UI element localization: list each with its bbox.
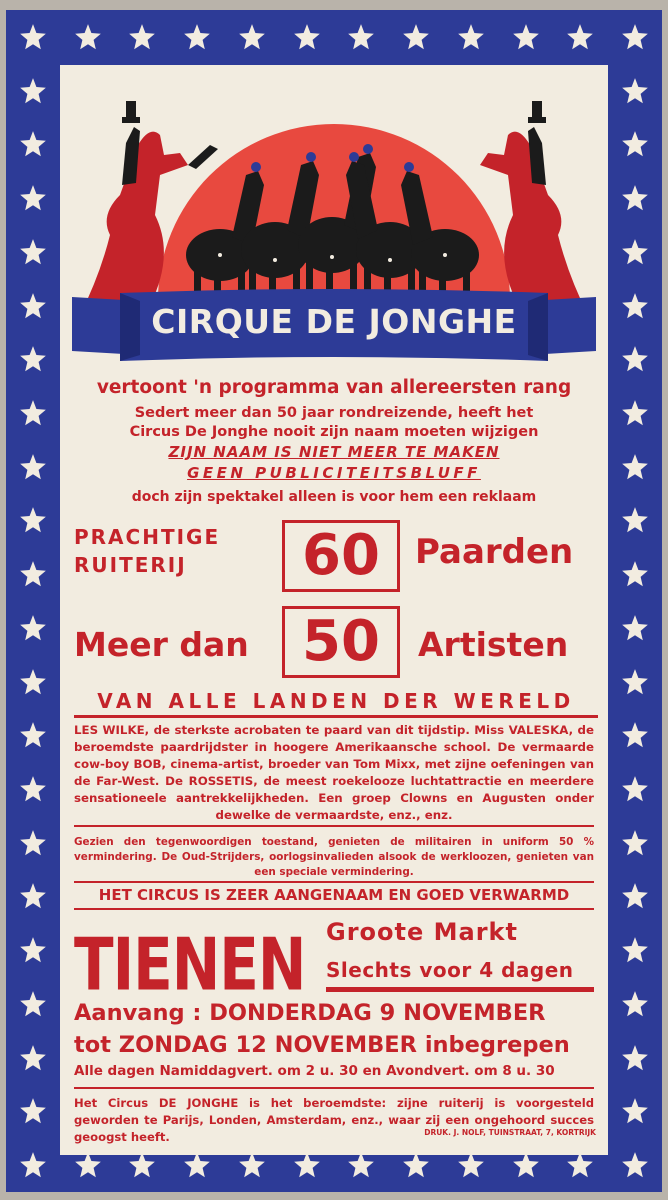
star-icon <box>19 292 47 320</box>
divider-2 <box>74 881 594 883</box>
star-icon <box>621 990 649 1018</box>
end-date: tot ZONDAG 12 NOVEMBER inbegrepen <box>74 1032 570 1058</box>
star-icon <box>621 721 649 749</box>
intro-line-2: Circus De Jonghe nooit zijn naam moeten wijzigen <box>129 424 539 440</box>
star-icon <box>621 1097 649 1125</box>
star-icon <box>19 184 47 212</box>
horses-label-line-2: RUITERIJ <box>74 553 187 577</box>
star-icon <box>19 130 47 158</box>
star-icon <box>19 1151 47 1179</box>
start-date: Aanvang : DONDERDAG 9 NOVEMBER <box>74 1000 546 1026</box>
place-line-2: Slechts voor 4 dagen <box>326 958 574 982</box>
star-icon <box>621 882 649 910</box>
slogan-bluff: GEEN PUBLICITEITSBLUFF <box>187 464 481 482</box>
star-icon <box>621 399 649 427</box>
star-icon <box>19 399 47 427</box>
star-icon <box>19 238 47 266</box>
star-icon <box>402 1151 430 1179</box>
star-icon <box>19 506 47 534</box>
subtitle: vertoont 'n programma van allereersten rang <box>96 377 572 398</box>
star-icon <box>19 990 47 1018</box>
star-icon <box>238 23 266 51</box>
star-icon <box>621 936 649 964</box>
star-icon <box>621 614 649 642</box>
star-icon <box>74 23 102 51</box>
intro-line-1: Sedert meer dan 50 jaar rondreizende, heeft het <box>134 405 534 421</box>
divider-3 <box>74 908 594 910</box>
star-icon <box>74 1151 102 1179</box>
star-icon <box>19 829 47 857</box>
star-icon <box>128 1151 156 1179</box>
star-icon <box>19 614 47 642</box>
poster-content <box>60 65 608 1155</box>
slogan-name: ZIJN NAAM IS NIET MEER TE MAKEN <box>168 443 500 461</box>
city-name: TIENEN <box>74 922 306 1007</box>
star-icon <box>621 506 649 534</box>
star-icon <box>621 829 649 857</box>
warm-heading: HET CIRCUS IS ZEER AANGENAAM EN GOED VERWARMD <box>98 886 570 904</box>
star-icon <box>183 1151 211 1179</box>
star-icon <box>347 1151 375 1179</box>
star-icon <box>19 775 47 803</box>
star-icon <box>19 453 47 481</box>
star-icon <box>183 23 211 51</box>
star-icon <box>19 77 47 105</box>
star-icon <box>621 238 649 266</box>
star-icon <box>621 292 649 320</box>
star-icon <box>621 345 649 373</box>
printer-credit: DRUK. J. NOLF, TUINSTRAAT, 7, KORTRIJK <box>424 1128 596 1137</box>
star-icon <box>621 1044 649 1072</box>
countries-heading: VAN ALLE LANDEN DER WERELD <box>74 689 598 718</box>
show-times: Alle dagen Namiddagvert. om 2 u. 30 en Avondvert. om 8 u. 30 <box>74 1063 555 1079</box>
acts-paragraph: LES WILKE, de sterkste acrobaten te paard van dit tijdstip. Miss VALESKA, de beroemdste paardrijdster in hoogere Amerikaansche school. De vermaarde cow-boy BOB, cinema-artist, broeder van Tom Mixx, met zijne oefeningen van de Far-West. De ROSSETIS, de meest roekelooze luchtattractie en meerdere sensationeele aantrekkelijkheden. Een groep Clowns en Augusten onder dewelke de vermaardste, enz., enz. <box>74 723 594 822</box>
star-icon <box>19 1097 47 1125</box>
discount-paragraph: Gezien den tegenwoordigen toestand, genieten de militairen in uniform 50 % vermindering. De Oud-Strijders, oorlogsinvalieden alsook de werkloozen, genieten van een speciale vermindering. <box>74 836 594 878</box>
star-icon <box>19 721 47 749</box>
star-icon <box>621 1151 649 1179</box>
star-icon <box>621 668 649 696</box>
star-icon <box>293 1151 321 1179</box>
star-icon <box>347 23 375 51</box>
star-icon <box>566 23 594 51</box>
star-icon <box>19 668 47 696</box>
divider-1 <box>74 825 594 827</box>
horses-label-line-1: PRACHTIGE <box>74 525 221 549</box>
closing-paragraph: Het Circus DE JONGHE is het beroemdste: zijne ruiterij is voorgesteld geworden te Parijs, Londen, Amsterdam, enz., waar zij een ongehoord succes geoogst heeft. <box>74 1096 594 1144</box>
star-icon <box>128 23 156 51</box>
artists-word: Artisten <box>418 625 569 664</box>
star-icon <box>621 184 649 212</box>
star-icon <box>238 1151 266 1179</box>
horses-count-box: 60 <box>282 520 400 592</box>
circus-title: CIRQUE DE JONGHE <box>151 302 517 341</box>
star-icon <box>621 453 649 481</box>
star-icon <box>566 1151 594 1179</box>
star-icon <box>621 560 649 588</box>
horses-label <box>74 523 220 579</box>
star-icon <box>19 936 47 964</box>
star-icon <box>621 77 649 105</box>
star-icon <box>457 1151 485 1179</box>
star-icon <box>19 882 47 910</box>
star-icon <box>512 23 540 51</box>
star-icon <box>19 1044 47 1072</box>
star-icon <box>621 130 649 158</box>
star-icon <box>19 23 47 51</box>
star-icon <box>19 345 47 373</box>
star-icon <box>457 23 485 51</box>
star-icon <box>621 23 649 51</box>
place-line-1: Groote Markt <box>326 918 518 946</box>
place-underline <box>326 987 594 992</box>
star-icon <box>402 23 430 51</box>
circus-poster <box>6 10 662 1192</box>
star-icon <box>512 1151 540 1179</box>
star-icon <box>19 560 47 588</box>
artists-label: Meer dan <box>74 625 249 664</box>
artists-count-box: 50 <box>282 606 400 678</box>
intro-line-3: doch zijn spektakel alleen is voor hem een reklaam <box>131 489 537 505</box>
star-icon <box>621 775 649 803</box>
divider-4 <box>74 1087 594 1089</box>
horses-word: Paarden <box>415 532 574 572</box>
star-icon <box>293 23 321 51</box>
